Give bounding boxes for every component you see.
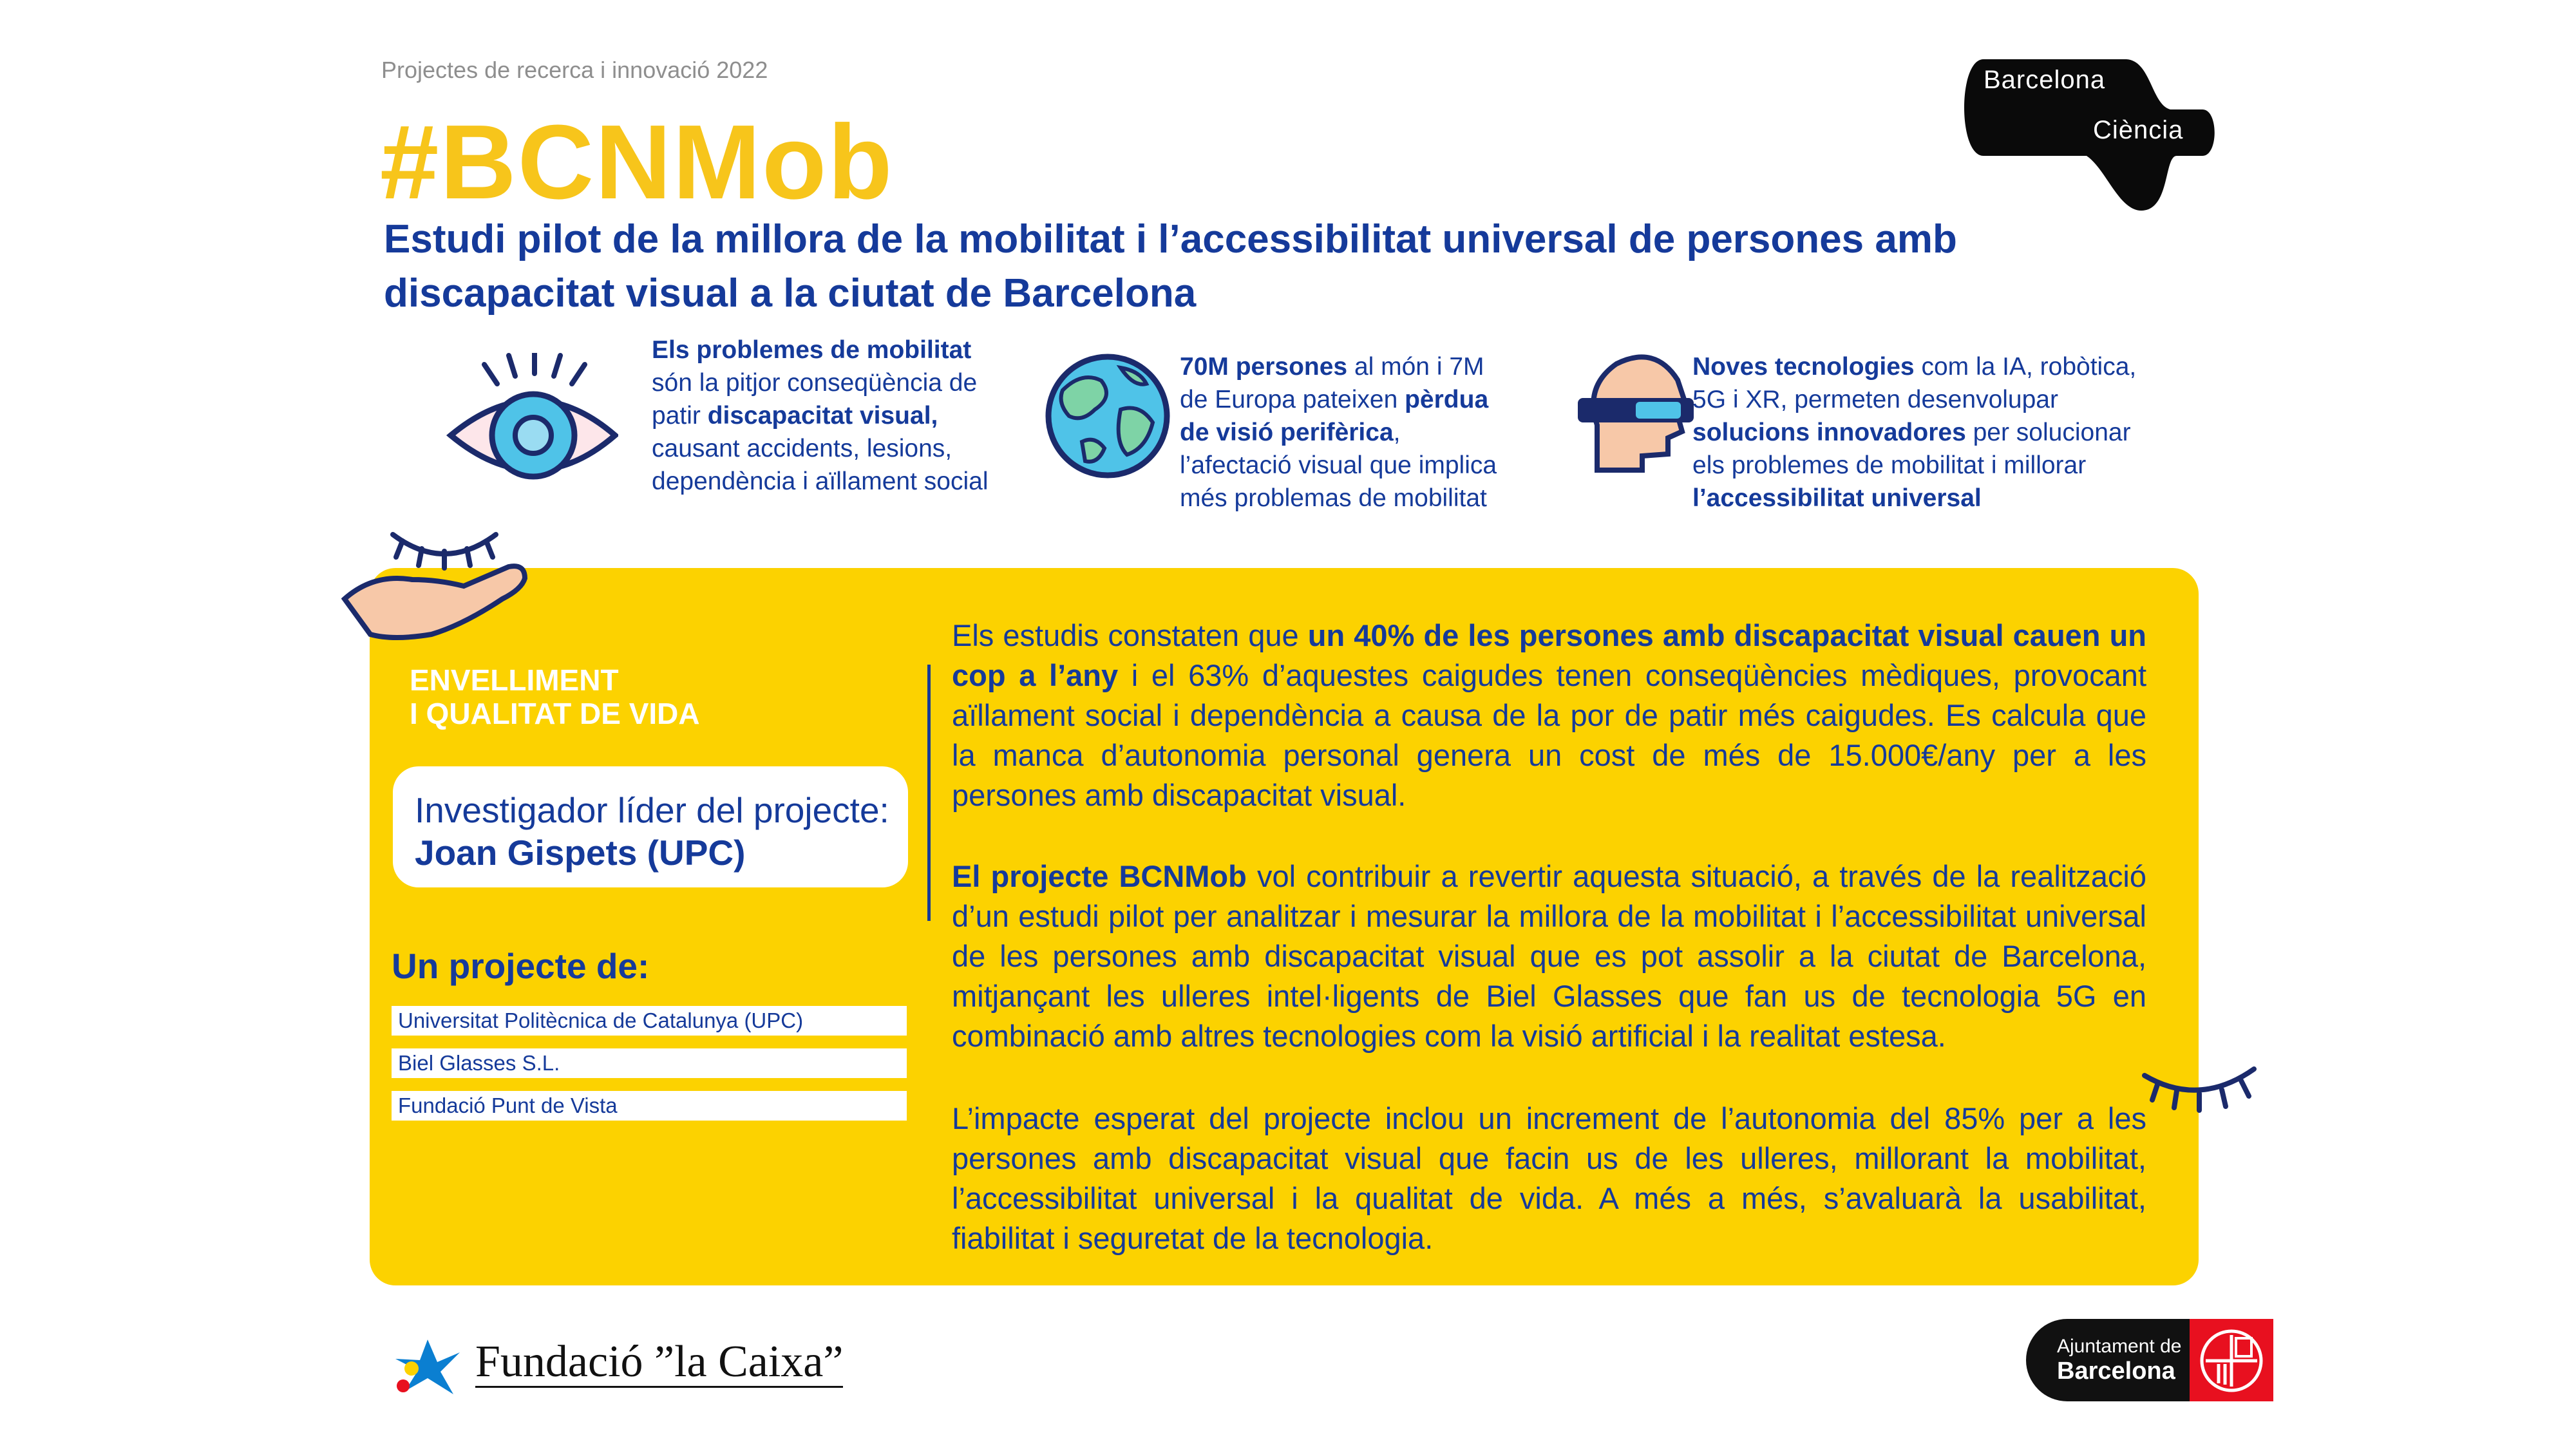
partner-item: Biel Glasses S.L. (392, 1048, 907, 1078)
closed-eye-icon (2138, 1056, 2260, 1121)
feature3-line3a: solucions innovadores (1692, 419, 1966, 446)
feature1-line4: causant accidents, lesions, (652, 435, 952, 462)
category-line-1: ENVELLIMENT (410, 663, 619, 697)
caixa-logo-text: Fundació ”la Caixa” (475, 1337, 844, 1387)
subtitle-line-2: discapacitat visual a la ciutat de Barcelona (384, 271, 1197, 316)
ajuntament-line-1: Ajuntament de (2057, 1336, 2182, 1357)
logo-word-ciencia: Ciència (2093, 116, 2184, 144)
feature2-line2b: pèrdua (1405, 386, 1489, 413)
hand-closed-eye-icon (341, 502, 541, 650)
feature3-line1b: com la IA, robòtica, (1914, 353, 2137, 381)
feature-statistics (1180, 350, 1540, 515)
page-subtitle (384, 213, 2058, 321)
feature-new-technologies (1692, 350, 2195, 515)
feature2-line1a: 70M persones (1180, 353, 1348, 381)
page-title: #BCNMob (380, 103, 894, 221)
feature1-line1: Els problemes de mobilitat (652, 336, 972, 364)
globe-icon (1043, 352, 1172, 480)
feature3-line4: els problemes de mobilitat i millorar (1692, 451, 2087, 479)
feature-mobility-problems (652, 334, 1038, 498)
caixa-star-icon (389, 1333, 466, 1397)
investigator-name: Joan Gispets (UPC) (415, 833, 746, 873)
paragraph-impact: L’impacte esperat del projecte inclou un increment de l’autonomia del 85% per a les persones amb discapacitat visual que facin us de les ulleres, millorant la mobilitat, l’accessibilitat universal i la qualitat de vida. A més a més, s’avaluarà la usabilitat, fiabilitat i seguretat de la tecnologia. (952, 1101, 2146, 1255)
para2-highlight: El projecte BCNMob (952, 859, 1247, 893)
category-line-2: I QUALITAT DE VIDA (410, 697, 700, 730)
feature1-line3b: discapacitat visual, (707, 402, 938, 430)
feature3-line3b: per solucionar (1965, 419, 2131, 446)
feature2-line3a: de visió perifèrica (1180, 419, 1394, 446)
feature3-line2: 5G i XR, permeten desenvolupar (1692, 386, 2058, 413)
feature1-line5: dependència i aïllament social (652, 468, 989, 495)
barcelona-ciencia-logo (1958, 59, 2215, 211)
para2-rest: vol contribuir a revertir aquesta situació, a través de la realització d’un estudi pilot per analitzar i mesurar la millora de la mobilitat i l’accessibilitat universal de les persones amb discapacitat visual que es pot assolir a la ciutat de Barcelona, mitjançant les ulleres intel·ligents de Biel Glasses que fan us de tecnologia 5G en combinació amb altres tecnologies com la visió artificial i la realitat estesa. (952, 859, 2146, 1053)
barcelona-shield-icon (2196, 1325, 2267, 1396)
subtitle-line-1: Estudi pilot de la millora de la mobilitat i l’accessibilitat universal de persones amb (384, 217, 1957, 261)
para1-rest: i el 63% d’aquestes caigudes tenen conseqüències mèdiques, provocant aïllament social i dependència a causa de la por de patir més caigudes. Es calcula que la manca d’autonomia personal genera un cost de més de 15.000€/any per a les persones amb discapacitat visual. (952, 658, 2147, 812)
paragraph-statistics (952, 616, 2146, 815)
para1-intro: Els estudis constaten que (952, 618, 1308, 652)
feature1-line3a: patir (652, 402, 708, 430)
feature2-line4: l’afectació visual que implica (1180, 451, 1497, 479)
category-label (410, 663, 700, 730)
para1-highlight: un 40% de les persones amb discapacitat visual cauen un cop a l’any (952, 618, 2147, 692)
feature3-line5: l’accessibilitat universal (1692, 484, 1982, 512)
partner-item: Universitat Politècnica de Catalunya (UPC) (392, 1006, 907, 1036)
feature3-line1a: Noves tecnologies (1692, 353, 1915, 381)
feature2-line3b: , (1393, 419, 1401, 446)
vertical-divider (927, 665, 931, 921)
eye-icon (444, 353, 618, 482)
feature2-line5: més problemas de mobilitat (1180, 484, 1487, 512)
partner-item: Fundació Punt de Vista (392, 1091, 907, 1121)
paragraph-project (952, 857, 2146, 1056)
feature2-line2a: de Europa pateixen (1180, 386, 1405, 413)
investigator-label: Investigador líder del projecte: (415, 790, 889, 830)
feature1-line2: són la pitjor conseqüència de (652, 369, 978, 397)
page-topline: Projectes de recerca i innovació 2022 (381, 57, 768, 83)
ajuntament-line-2: Barcelona (2057, 1358, 2175, 1385)
feature2-line1b: al món i 7M (1347, 353, 1484, 381)
vr-headset-icon (1571, 348, 1700, 477)
partners-title: Un projecte de: (392, 946, 650, 986)
logo-word-barcelona: Barcelona (1984, 66, 2106, 94)
